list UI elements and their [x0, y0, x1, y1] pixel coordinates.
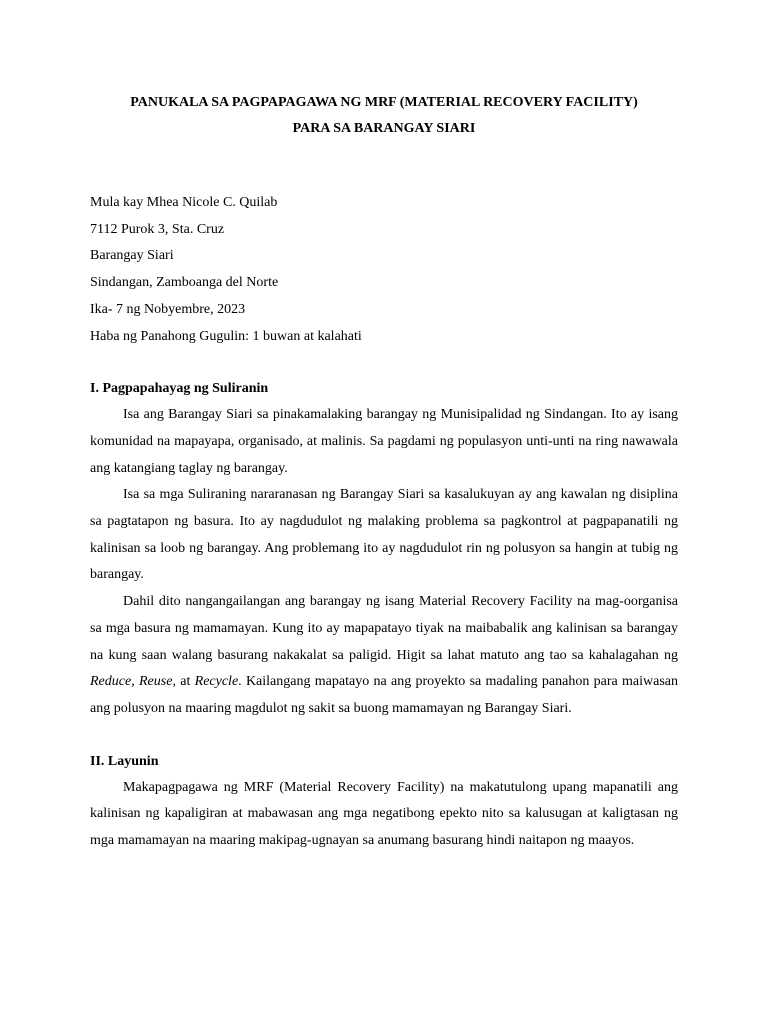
paragraph-3-sep-2: , at: [172, 674, 195, 690]
section-1-paragraph-2: Isa sa mga Suliraning nararanasan ng Barangay Siari sa kasalukuyan ay ang kawalan ng disiplina sa pagtatapon ng basura. Ito ay nagdudulot ng malaking problema sa pagkontrol at pagpapanatili ng kalinisan sa loob ng barangay. Ang problemang ito ay nagdudulot rin ng polusyon sa hangin at tubig ng barangay.: [90, 487, 678, 583]
sender-duration: Haba ng Panahong Gugulin: 1 buwan at kalahati: [90, 328, 362, 344]
reuse-term: Reuse: [139, 674, 173, 690]
recycle-term: Recycle: [194, 674, 239, 690]
section-1-heading: I. Pagpapahayag ng Suliranin: [90, 381, 269, 397]
sender-block: [90, 190, 678, 350]
sender-barangay: Barangay Siari: [90, 248, 174, 264]
title-line-1: PANUKALA SA PAGPAPAGAWA NG MRF (MATERIAL RECOVERY FACILITY): [130, 95, 638, 110]
paragraph-3-text-a: Dahil dito nangangailangan ang barangay ng isang Material Recovery Facility na mag-oorganisa sa mga basura ng mamamayan. Kung ito ay mapapatayo tiyak na maibabalik ang kalinisan sa barangay na kung saan walang basurang nakakalat sa paligid. Higit sa lahat matuto ang tao sa kahalagahan ng: [90, 594, 678, 663]
document-title: [90, 90, 678, 142]
section-1-paragraph-3: [90, 589, 678, 723]
sender-name: Mula kay Mhea Nicole C. Quilab: [90, 195, 278, 210]
sender-address: 7112 Purok 3, Sta. Cruz: [90, 221, 225, 237]
section-1-paragraph-1: Isa ang Barangay Siari sa pinakamalaking barangay ng Munisipalidad ng Sindangan. Ito ay isang komunidad na mapayapa, organisado, at malinis. Sa pagdami ng populasyon unti-unti na ring nawawala ang katangiang taglay ng barangay.: [90, 407, 678, 476]
section-2-paragraph-1: Makapagpagawa ng MRF (Material Recovery Facility) na makatutulong upang mapanatili ang kalinisan ng kapaligiran at mabawasan ang mga negatibong epekto nito sa kalusugan at kaligtasan ng mga mamamayan na maaring makipag-ugnayan sa anumang basurang hindi naitapon ng maayos.: [90, 779, 678, 849]
section-2-heading: II. Layunin: [90, 753, 159, 769]
reduce-term: Reduce: [90, 674, 132, 690]
paragraph-3-text-b: . Kailangang mapatayo na ang proyekto sa madaling panahon para maiwasan ang polusyon na maaring magdulot ng sakit sa buong mamamayan ng Barangay Siari.: [90, 674, 679, 716]
paragraph-3-sep-1: ,: [131, 674, 139, 690]
sender-date: Ika- 7 ng Nobyembre, 2023: [90, 301, 246, 317]
title-line-2: PARA SA BARANGAY SIARI: [292, 121, 476, 136]
sender-municipality: Sindangan, Zamboanga del Norte: [90, 275, 279, 291]
